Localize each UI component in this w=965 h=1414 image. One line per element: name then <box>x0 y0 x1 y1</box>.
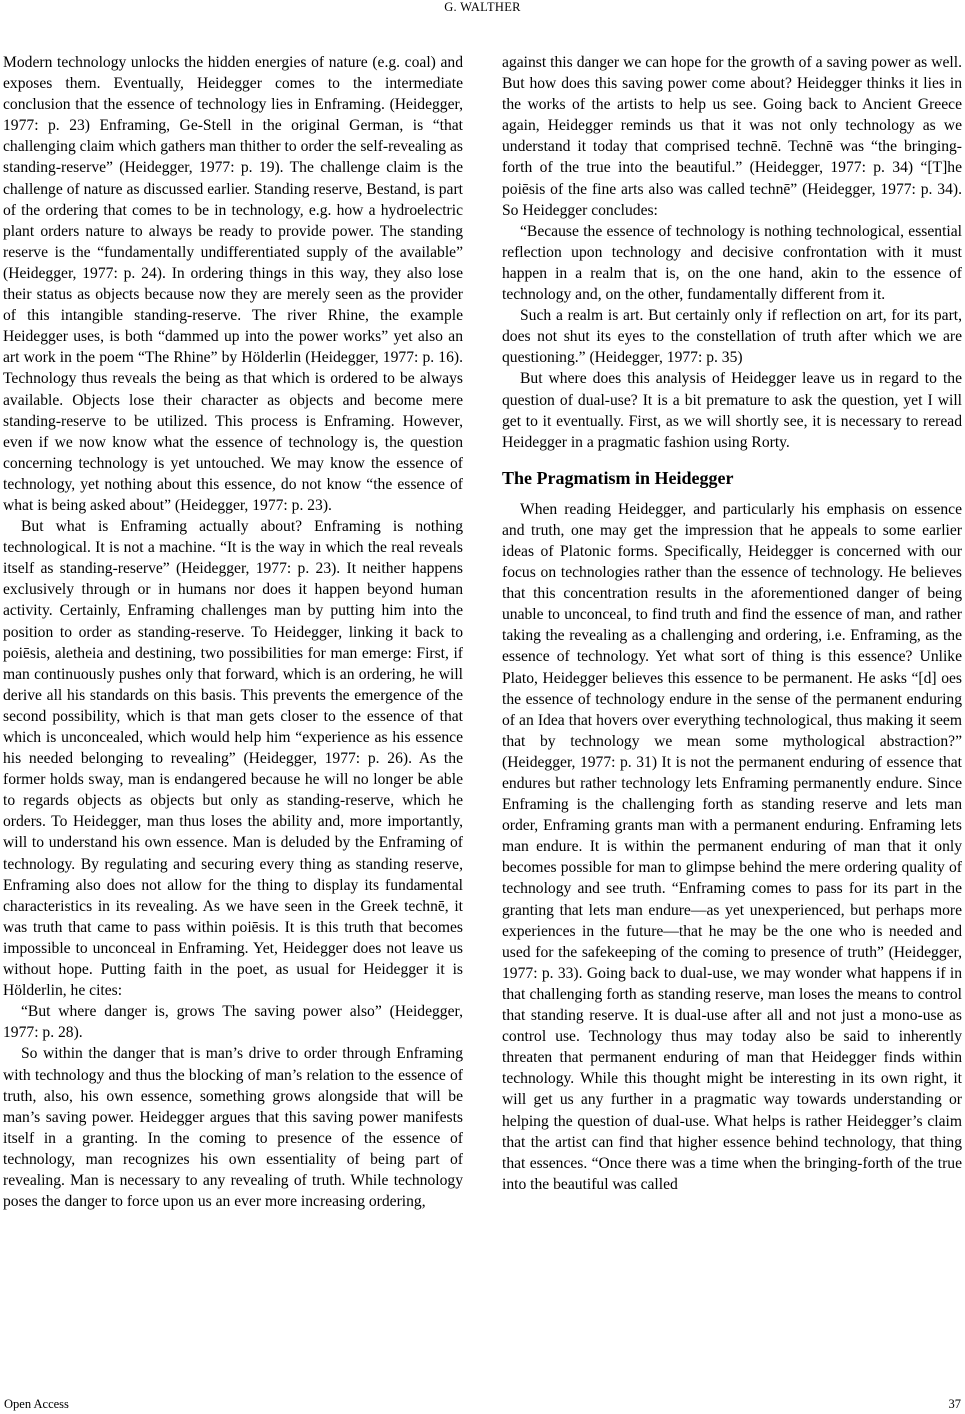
body-paragraph: But where does this analysis of Heidegger leave us in regard to the question of dual-use? It is a bit premature to ask the question, yet I will get to it eventually. First, as we will shortly see, it is necessary to reread Heidegger in a pragmatic fashion using Rorty. <box>502 370 962 451</box>
running-head: G. WALTHER <box>444 0 521 14</box>
block-quote: “But where danger is, grows The saving power also” (Heidegger, 1977: p. 28). <box>3 1003 463 1042</box>
body-paragraph: When reading Heidegger, and particularly his emphasis on essence and truth, one may get the impression that he appeals to some earlier ideas of Platonic forms. Specifically, Heidegger is concerned with our focus on technologies rather than the essence of technology. He believes that this concentration results in the aforementioned danger of being unable to unconceal, to find truth and find the essence of man, and rather taking the revealing as a challenging and ordering, i.e. Enframing, as the essence of technology. Yet what sort of thing is this essence? Unlike Plato, Heidegger believes this essence to be permanent. He asks “[d] oes the essence of technology endure in the sense of the permanent enduring of an Idea that hovers over everything technological, thus making it seem that by technology we mean some mythological abstraction?” (Heidegger, 1977: p. 31) It is not the permanent enduring of essence that endures but rather technology lets Enframing permanently endure. Since Enframing is the challenging forth as standing reserve and lets man order, Enframing grants man with a permanent enduring. Enframing lets man endure. It is within the permanent enduring of man that it only becomes possible for man to glimpse behind the mere ordering quality of technology and see truth. “Enframing comes to pass for its part in the granting that lets man endure—as yet unexperienced, but perhaps more experiences in the future—that he may be the one who is needed and used for the safekeeping of the coming to presence of truth” (Heidegger, 1977: p. 33). Going back to dual-use, we may wonder what happens if in that challenging forth as standing reserve, man loses the means to control that standing reserve. It is dual-use after all and not just a mono-use as control use. Technology thus may today also be said to inherently threaten that permanent enduring of man that Heidegger finds within technology. While this thought might be interesting in its own right, it will get us any further in a pragmatic way towards understanding or helping the question of dual-use. What helps is rather Heidegger’s claim that the artist can find that higher essence behind technology, that thing that essences. “Once there was a time when the bringing-forth of the true into the beautiful was called <box>502 500 962 1193</box>
page-number: 37 <box>948 1397 961 1411</box>
left-column <box>3 52 463 1212</box>
block-quote: “Because the essence of technology is nothing technological, essential reflection upon technology and decisive confrontation with it must happen in a realm that is, on the one hand, akin to the essence of technology and, on the other, fundamentally different from it. <box>502 222 962 304</box>
footer-journal: Open Access <box>4 1397 69 1411</box>
right-column <box>502 52 962 1195</box>
body-paragraph: against this danger we can hope for the growth of a saving power as well. But how does this saving power come about? Heidegger thinks it lies in the works of the artists to help us see. Going back to Ancient Greece again, Heidegger reminds us that it was not only technology as we understand it today that comprised technē. Technē was “the bringing-forth of the true into the beautiful.” (Heidegger, 1977: p. 34) “[T]he poiēsis of the fine arts also was called technē” (Heidegger, 1977: p. 34). So Heidegger concludes: <box>502 54 962 219</box>
body-paragraph: So within the danger that is man’s drive to order through Enframing with technology and thus the blocking of man’s relation to the essence of truth, also, his own essence, something grows alongside that will be man’s saving power. Heidegger argues that this saving power manifests itself in a granting. In the coming to presence of the essence of technology, man recognizes his own essentiality of being part of revealing. Man is necessary to any revealing of truth. While technology poses the danger to force upon us an ever more increasing ordering, <box>3 1045 463 1211</box>
body-paragraph: Modern technology unlocks the hidden energies of nature (e.g. coal) and exposes them. Eventually, Heidegger comes to the intermediate conclusion that the essence of technology lies in Enframing. (Heidegger, 1977: p. 23) Enframing, Ge-Stell in the original German, is “that challenging claim which gathers man thither to order the self-revealing as standing-reserve” (Heidegger, 1977: p. 19). The challenge claim is the challenge of nature as discussed earlier. Standing reserve, Bestand, is part of the ordering that comes to be in technology, e.g. how a hydroelectric plant orders nature to always be ready to provide power. The standing reserve is the “fundamentally undifferentiated supply of the available” (Heidegger, 1977: p. 24). In ordering things in this way, they also lose their status as objects because now they are merely seen as the provider of this intangible standing-reserve. The river Rhine, the example Heidegger uses, is both “dammed up into the power works” yet also an art work in the poem “The Rhine” by Hölderlin (Heidegger, 1977: p. 16). Technology thus reveals the being as that which is ordered to be always available. Objects lose their character as objects and become mere standing-reserve to be utilized. This process is Enframing. However, even if we now know what the essence of technology is, the question concerning technology is yet untouched. We may know the essence of technology, yet nothing about this essence, do not know “the essence of what is being asked about” (Heidegger, 1977: p. 23). <box>3 54 463 514</box>
block-quote: Such a realm is art. But certainly only if reflection on art, for its part, does not shut its eyes to the constellation of truth after which we are questioning.” (Heidegger, 1977: p. 35) <box>502 307 962 367</box>
section-heading: The Pragmatism in Heidegger <box>502 467 734 488</box>
body-paragraph: But what is Enframing actually about? Enframing is nothing technological. It is not a machine. “It is the way in which the real reveals itself as standing-reserve” (Heidegger, 1977: p. 23). It neither happens exclusively through or in humans nor does it happen beyond human activity. Certainly, Enframing challenges man by putting him into the position to order as standing-reserve. To Heidegger, linking it back to poiēsis, aletheia and destining, two possibilities for man emerge: First, if man continuously pushes only that forward, which is an ordering, he will derive all his standards on this basis. This prevents the emergence of the second possibility, which is that man gets closer to the essence of that which is unconcealed, which would help him “experience as his essence his needed belonging to revealing” (Heidegger, 1977: p. 26). As the former holds sway, man is endangered because he will no longer be able to regards objects as objects but only as standing-reserve, which he orders. To Heidegger, man thus loses the ability and, more importantly, will to understand his own essence. Man is deluded by the Enframing of technology. By regulating and securing every thing as standing reserve, Enframing also does not allow for the thing to display its fundamental characteristics in its revealing. As we have seen in the Greek technē, it was truth that came to pass within poiēsis. It is this truth that becomes impossible to unconceal in Enframing. Yet, Heidegger does not leave us without hope. Putting faith in the poet, as usual for Heidegger it is Hölderlin, he cites: <box>3 518 463 1000</box>
